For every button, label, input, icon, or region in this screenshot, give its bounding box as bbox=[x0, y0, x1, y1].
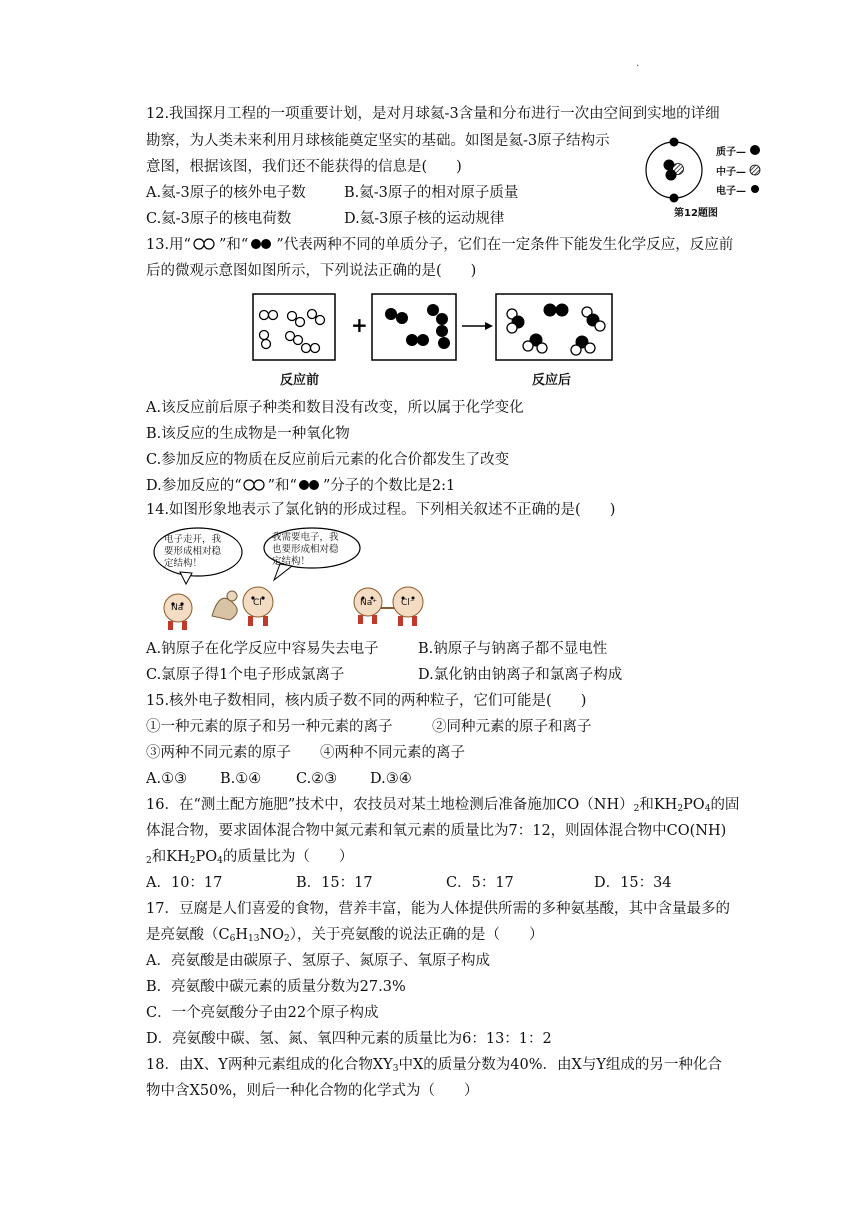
q12-line2: 勘察，为人类未来利用月球核能奠定坚实的基础。如图是氦-3原子结构示 bbox=[146, 133, 610, 149]
q16-line1-c: 和KH bbox=[639, 797, 678, 813]
q16-line2 bbox=[146, 820, 726, 842]
cl-ion-label: Cl⁻ bbox=[401, 598, 415, 608]
legend-proton-icon bbox=[750, 145, 760, 155]
plus-sign: + bbox=[351, 313, 368, 337]
q17-sub-o: 2 bbox=[284, 934, 290, 944]
electron-bottom-icon bbox=[670, 194, 679, 203]
black-molecules bbox=[385, 304, 450, 349]
q17-line2-post: ），关于亮氨酸的说法正确的是（ ） bbox=[289, 927, 544, 943]
q17-sub-h: 13 bbox=[248, 934, 260, 944]
q12-option-c: C.氦-3原子的核电荷数 bbox=[146, 211, 292, 227]
q17-line2-no: NO bbox=[259, 927, 285, 943]
q16-line1-d: PO bbox=[683, 797, 705, 813]
legend-neutron-icon bbox=[750, 165, 760, 175]
q16-option-b: B．15：17 bbox=[296, 875, 373, 891]
figure12-caption: 第12题图 bbox=[674, 208, 718, 219]
box-reactant-1 bbox=[253, 294, 335, 360]
q15-option-c: C.②③ bbox=[296, 771, 338, 787]
q12-line1: 12.我国探月工程的一项重要计划，是对月球氦-3含量和分布进行一次由空间到实地的详细 bbox=[146, 106, 720, 122]
legend-electron-icon bbox=[751, 185, 759, 193]
q15-item2: ②同种元素的原子和离子 bbox=[432, 719, 592, 735]
bubble-right-line3: 定结构！ bbox=[272, 556, 311, 567]
q13-option-d-pre: D.参加反应的“ bbox=[146, 478, 242, 494]
q15-line1: 15.核外电子数相同，核内质子数不同的两种粒子，它们可能是( ) bbox=[146, 693, 587, 709]
q13-option-c: C.参加反应的物质在反应前后元素的化合价都发生了改变 bbox=[146, 452, 510, 468]
q15-item3: ③两种不同元素的原子 bbox=[146, 745, 291, 761]
q15-option-d: D.③④ bbox=[370, 771, 412, 787]
q16-option-a: A．10：17 bbox=[146, 875, 223, 891]
q13-option-d-mid: ”和“ bbox=[267, 478, 297, 494]
q12-option-b: B.氦-3原子的相对原子质量 bbox=[344, 185, 519, 201]
q16-line3-sub2: 2 bbox=[146, 856, 152, 866]
q13-option-a: A.该反应前后原子种类和数目没有改变，所以属于化学变化 bbox=[146, 400, 524, 416]
black-molecule-icon-2 bbox=[297, 479, 323, 491]
q17-option-a: A．亮氨酸是由碳原子、氢原子、氮原子、氧原子构成 bbox=[146, 953, 490, 969]
q13-line1-mid: ”和“ bbox=[218, 237, 249, 253]
bubble-left-line1: 电子走开，我 bbox=[164, 534, 222, 545]
na-label: Na bbox=[171, 603, 184, 613]
q13-option-d bbox=[146, 475, 455, 497]
q16-line1-a: 16．在“测土配方施肥”技术中，农技员对某土地检测后准备施加CO（NH bbox=[146, 797, 620, 813]
white-molecule-icon-2 bbox=[242, 479, 268, 491]
bubble-right-line2: 也要形成相对稳 bbox=[272, 544, 339, 555]
q13-line1 bbox=[146, 234, 733, 256]
label-neutron: 中子— bbox=[716, 167, 746, 178]
q16-line3-sub4: 4 bbox=[217, 856, 223, 866]
q17-line2-h: H bbox=[235, 927, 248, 943]
q13-line2: 后的微观示意图如图所示，下列说法正确的是( ) bbox=[146, 263, 477, 279]
q15-item4: ④两种不同元素的离子 bbox=[320, 745, 465, 761]
label-after-reaction: 反应后 bbox=[532, 373, 572, 388]
q15-option-a: A.①③ bbox=[146, 771, 188, 787]
q14-option-b: B.钠原子与钠离子都不显电性 bbox=[418, 641, 608, 657]
q12-option-a: A.氦-3原子的核外电子数 bbox=[146, 185, 306, 201]
q16-line3-mid: PO bbox=[195, 849, 218, 865]
label-before-reaction: 反应前 bbox=[280, 373, 320, 388]
bubble-right-text bbox=[272, 532, 339, 568]
q16-line1-sub2: 2 bbox=[633, 804, 640, 814]
q18-line1 bbox=[146, 1054, 722, 1080]
q17-sub-c: 6 bbox=[229, 934, 236, 944]
q15-option-b: B.①④ bbox=[220, 771, 262, 787]
label-proton: 质子— bbox=[716, 147, 746, 158]
q16-line1-sub2b: 2 bbox=[677, 804, 684, 814]
q12-line3: 意图，根据该图，我们还不能获得的信息是( ) bbox=[146, 159, 462, 175]
bubble-left-text bbox=[164, 534, 221, 570]
product-molecules bbox=[507, 304, 605, 356]
q18-line1-sub: 3 bbox=[392, 1064, 399, 1074]
q18-line1-pre: 18．由X、Y两种元素组成的化合物XY bbox=[146, 1057, 393, 1073]
q17-option-d: D．亮氨酸中碳、氢、氮、氧四种元素的质量比为6：13：1：2 bbox=[146, 1031, 552, 1047]
q16-line1 bbox=[146, 794, 739, 820]
cl-label: Cl bbox=[253, 598, 262, 608]
white-molecule-icon bbox=[191, 238, 219, 250]
reaction-figure bbox=[250, 290, 620, 390]
q17-line2-pre: 是亮氨酸（C bbox=[146, 927, 230, 943]
q14-option-c: C.氯原子得1个电子形成氯离子 bbox=[146, 667, 345, 683]
q17-line2 bbox=[146, 924, 544, 950]
q14-option-d: D.氯化钠由钠离子和氯离子构成 bbox=[418, 667, 623, 683]
bubble-left-line2: 要形成相对稳 bbox=[164, 546, 222, 557]
q16-line1-sub4: 4 bbox=[704, 804, 711, 814]
q16-line3-sub2b: 2 bbox=[189, 856, 196, 866]
q16-line2-text: 体混合物，要求固体混合物中氮元素和氧元素的质量比为7：12，则固体混合物中CO(NH bbox=[146, 823, 721, 839]
page-dot: . bbox=[636, 58, 640, 69]
q13-option-d-post: ”分子的个数比是2:1 bbox=[322, 478, 456, 494]
q15-item1: ①一种元素的原子和另一种元素的离子 bbox=[146, 719, 393, 735]
q16-line3-pre: 和KH bbox=[151, 849, 190, 865]
q16-line1-b: ） bbox=[619, 797, 634, 813]
q16-line2-end: ) bbox=[720, 823, 727, 839]
electron-top-icon bbox=[670, 138, 679, 147]
q13-option-b: B.该反应的生成物是一种氧化物 bbox=[146, 426, 350, 442]
q13-line1-pre: 13.用“ bbox=[146, 237, 191, 253]
na-ion-label: Na⁺ bbox=[360, 598, 377, 608]
helium-atom-figure bbox=[640, 132, 770, 224]
arrow-head-icon bbox=[485, 322, 493, 330]
q18-line1-post: 中X的质量分数为40%．由X与Y组成的另一种化合 bbox=[398, 1057, 722, 1073]
white-molecules bbox=[260, 310, 325, 353]
q16-line3 bbox=[146, 846, 353, 872]
q16-option-c: C．5：17 bbox=[446, 875, 514, 891]
q14-option-a: A.钠原子在化学反应中容易失去电子 bbox=[146, 641, 379, 657]
label-electron: 电子— bbox=[716, 186, 746, 197]
q13-line1-post: ”代表两种不同的单质分子，它们在一定条件下能发生化学反应，反应前 bbox=[276, 237, 734, 253]
q17-option-b: B．亮氨酸中碳元素的质量分数为27.3% bbox=[146, 979, 406, 995]
q17-line1: 17．豆腐是人们喜爱的食物，营养丰富，能为人体提供所需的多种氨基酸，其中含量最多的 bbox=[146, 901, 730, 917]
bubble-left-line3: 定结构！ bbox=[164, 558, 203, 569]
bubble-right-line1: 我需要电子，我 bbox=[272, 532, 339, 543]
q16-line1-e: 的固 bbox=[710, 797, 740, 813]
nacl-formation-figure bbox=[150, 526, 470, 636]
q14-line1: 14.如图形象地表示了氯化钠的形成过程。下列相关叙述不正确的是( ) bbox=[146, 502, 616, 518]
escaping-electron-icon bbox=[212, 591, 237, 620]
q12-option-d: D.氦-3原子核的运动规律 bbox=[344, 211, 505, 227]
q16-option-d: D．15：34 bbox=[594, 875, 672, 891]
black-molecule-icon bbox=[248, 238, 276, 250]
q18-line2: 物中含X50%，则后一种化合物的化学式为（ ） bbox=[146, 1083, 479, 1099]
q16-line3-post: 的质量比为（ ） bbox=[222, 849, 354, 865]
proton-icon-2 bbox=[666, 170, 677, 181]
q17-option-c: C．一个亮氨酸分子由22个原子构成 bbox=[146, 1005, 379, 1021]
